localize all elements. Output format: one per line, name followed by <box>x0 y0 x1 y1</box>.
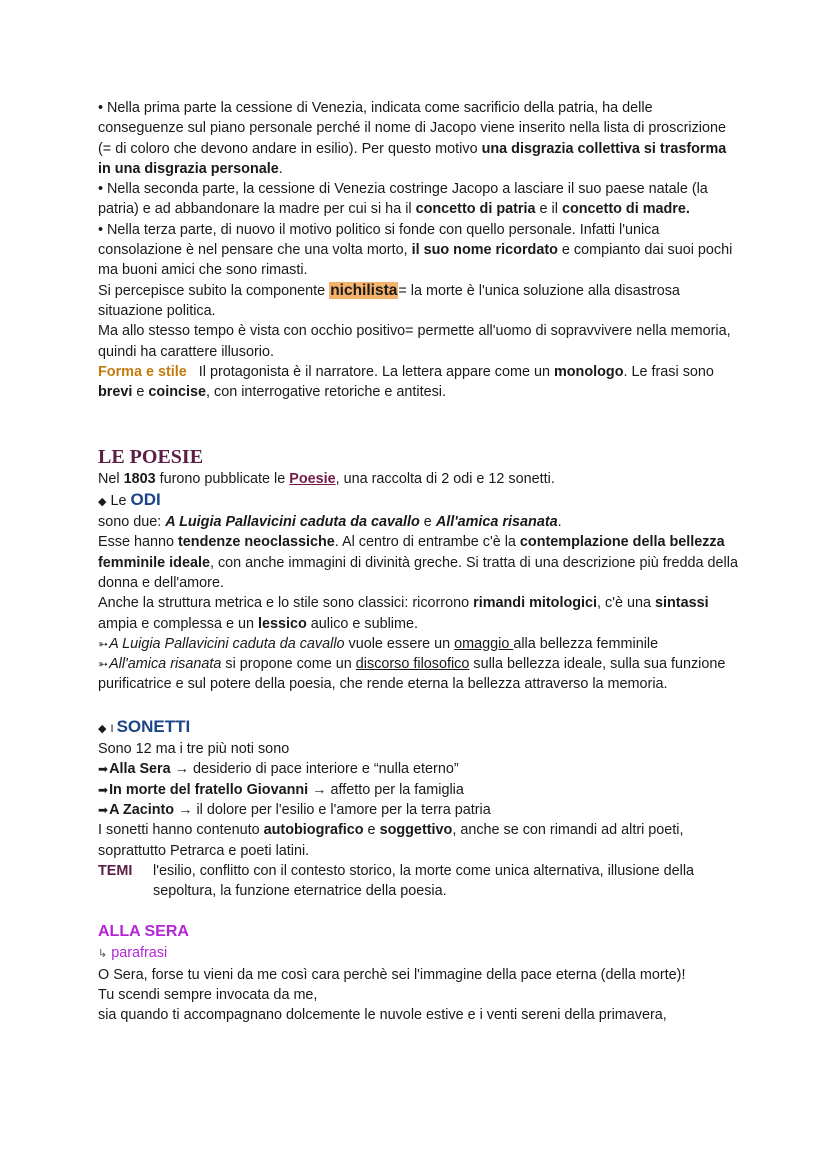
spacer <box>98 901 738 921</box>
text: sulla bellezza ideale, sulla sua funzione purificatrice e sul potere della poesia, che rende eterna la bellezza attraverso la memoria. <box>98 656 726 693</box>
text: I <box>110 722 117 735</box>
sonetto-desc: → affetto per la famiglia <box>308 781 464 798</box>
text: furono pubblicate le <box>155 471 290 488</box>
bold-text: brevi <box>98 384 133 401</box>
highlighted-term: nichilista <box>330 281 398 299</box>
spacer <box>98 402 738 443</box>
text: Anche la struttura metrica e lo stile sono classici: ricorrono <box>98 595 474 612</box>
poesie-link[interactable]: Poesie <box>289 471 336 488</box>
bold-text: una disgrazia collettiva si trasforma in una disgrazia personale <box>98 140 727 177</box>
italic-title: All'amica risanata <box>109 656 222 673</box>
parafrasi-line: O Sera, forse tu vieni da me così cara perchè sei l'immagine della pace eterna (della morte)! <box>98 966 686 983</box>
text: e il <box>535 201 562 218</box>
bold-italic-title: All'amica risanata <box>435 514 558 531</box>
text: Nel <box>98 471 124 488</box>
diamond-bullet-icon: ◆ <box>98 495 107 508</box>
paragraph-prima-parte <box>98 98 738 179</box>
section-heading-le-poesie: LE POESIE <box>98 446 204 469</box>
paragraph-forma-stile <box>98 362 738 403</box>
diamond-bullet-icon: ◆ <box>98 722 107 735</box>
sonetto-desc: → desiderio di pace interiore e “nulla eterno” <box>170 761 459 778</box>
paragraph-odi-struttura <box>98 593 738 634</box>
text: sono due: <box>98 514 166 531</box>
text: . <box>557 514 562 531</box>
text: • Nella prima parte la cessione di Venezia, indicata come sacrificio della patria, ha delle conseguenze sul piano personale perché il nome di Jacopo viene inserito nella lista di proscrizione (= di coloro che devono andare in esilio). Per questo motivo <box>98 100 726 157</box>
sonetti-title: SONETTI <box>116 716 191 736</box>
text: I sonetti hanno contenuto <box>98 822 264 839</box>
sonetto-title: A Zacinto <box>109 801 175 818</box>
document-page <box>98 98 738 1026</box>
paragraph-odi-tendenze <box>98 532 738 593</box>
list-item-luigia <box>98 634 738 654</box>
text: e <box>363 822 380 839</box>
section-heading-alla-sera: ALLA SERA <box>98 923 189 941</box>
return-arrow-icon: ↳ <box>98 948 108 961</box>
sonetto-desc: → il dolore per l'esilio e l'amore per la terra patria <box>174 801 491 818</box>
underlined-text: omaggio <box>454 635 514 652</box>
bold-text: il suo nome ricordato <box>411 242 558 259</box>
paragraph-sonetti-intro: Sono 12 ma i tre più noti sono <box>98 741 290 758</box>
underlined-text: discorso filosofico <box>355 656 470 673</box>
temi-label: TEMI <box>98 862 133 879</box>
text: , con anche immagini di divinità greche. Si tratta di una descrizione più fredda della donna e dell'amore. <box>98 554 738 591</box>
text: vuole essere un <box>344 635 455 652</box>
paragraph-sonetti-note <box>98 820 738 861</box>
subheading-odi <box>98 490 738 512</box>
bold-text: autobiografico <box>263 822 364 839</box>
bold-text: rimandi mitologici <box>473 595 598 612</box>
bold-italic-title: A Luigia Pallavicini caduta da cavallo <box>165 514 420 531</box>
sonetto-title: In morte del fratello Giovanni <box>109 781 309 798</box>
paragraph-seconda-parte <box>98 179 738 220</box>
odi-title: ODI <box>130 489 161 509</box>
bold-text: coincise <box>148 384 206 401</box>
text: Esse hanno <box>98 534 179 551</box>
bold-text: monologo <box>553 363 624 380</box>
text: e compianto dai suoi pochi ma buoni amici che sono rimasti. <box>98 242 733 279</box>
arrow-bullet-icon: ➳ <box>98 636 109 651</box>
arrow-right-icon: ➡ <box>98 762 109 777</box>
text: , c'è una <box>597 595 655 612</box>
text: , anche se con rimandi ad altri poeti, soprattutto Petrarca e poeti latini. <box>98 822 684 859</box>
arrow-right-icon: ➡ <box>98 782 109 797</box>
text: Si percepisce subito la componente <box>98 282 330 299</box>
text: si propone come un <box>221 656 356 673</box>
text: Le <box>110 492 131 509</box>
text: . Le frasi sono <box>623 363 714 380</box>
year: 1803 <box>123 471 156 488</box>
list-item-sonetto <box>98 800 738 820</box>
text: e <box>132 384 149 401</box>
paragraph-poesie-intro <box>98 469 738 489</box>
text: • Nella terza parte, di nuovo il motivo politico si fonde con quello personale. Infatti l'unica consolazione è nel pensare che una volta morto, <box>98 221 660 259</box>
subheading-parafrasi <box>98 943 738 964</box>
parafrasi-line: Tu scendi sempre invocata da me, <box>98 986 318 1003</box>
paragraph-occhio-positivo: Ma allo stesso tempo è vista con occhio positivo= permette all'uomo di sopravvivere nella memoria, quindi ha carattere illusorio. <box>98 323 731 360</box>
text: . Al centro di entrambe c'è la <box>334 534 520 551</box>
list-item-sonetto <box>98 780 738 800</box>
sonetto-title: Alla Sera <box>109 761 171 778</box>
bold-text: concetto di patria <box>415 201 536 218</box>
text: , una raccolta di 2 odi e 12 sonetti. <box>335 471 555 488</box>
section-label: Forma e stile <box>98 363 187 380</box>
subheading-sonetti <box>98 717 738 739</box>
text: Il protagonista è il narratore. La lettera appare come un <box>186 363 554 380</box>
parafrasi-label: parafrasi <box>111 945 168 962</box>
bold-text: sintassi <box>655 595 709 612</box>
bold-text: contemplazione della bellezza femminile ideale <box>98 534 725 571</box>
text: alla bellezza femminile <box>513 635 659 652</box>
spacer <box>98 695 738 715</box>
text: = la morte è l'unica soluzione alla disastrosa situazione politica. <box>98 282 680 319</box>
bold-text: tendenze neoclassiche <box>178 534 335 551</box>
temi-block <box>98 861 738 902</box>
temi-text: l'esilio, conflitto con il contesto storico, la morte come unica alternativa, illusione della sepoltura, la funzione eternatrice della poesia. <box>153 862 695 900</box>
arrow-bullet-icon: ➳ <box>98 657 109 672</box>
paragraph-nichilista <box>98 281 738 322</box>
text: aulico e sublime. <box>306 615 418 632</box>
bold-text: lessico <box>257 615 307 632</box>
parafrasi-line: sia quando ti accompagnano dolcemente le nuvole estive e i venti sereni della primavera, <box>98 1007 667 1024</box>
arrow-right-icon: ➡ <box>98 802 109 817</box>
paragraph-terza-parte <box>98 220 738 281</box>
text: e <box>419 514 436 531</box>
italic-title: A Luigia Pallavicini caduta da cavallo <box>109 635 345 652</box>
paragraph-odi-due <box>98 512 738 532</box>
bold-text: concetto di madre. <box>561 201 690 218</box>
text: • Nella seconda parte, la cessione di Venezia costringe Jacopo a lasciare il suo paese natale (la patria) e ad abbandonare la madre per cui si ha il <box>98 181 708 218</box>
text: ampia e complessa e un <box>98 615 258 632</box>
list-item-sonetto <box>98 759 738 779</box>
list-item-amica <box>98 654 738 695</box>
text: , con interrogative retoriche e antitesi. <box>206 384 446 401</box>
bold-text: soggettivo <box>379 822 453 839</box>
text: . <box>278 160 283 177</box>
